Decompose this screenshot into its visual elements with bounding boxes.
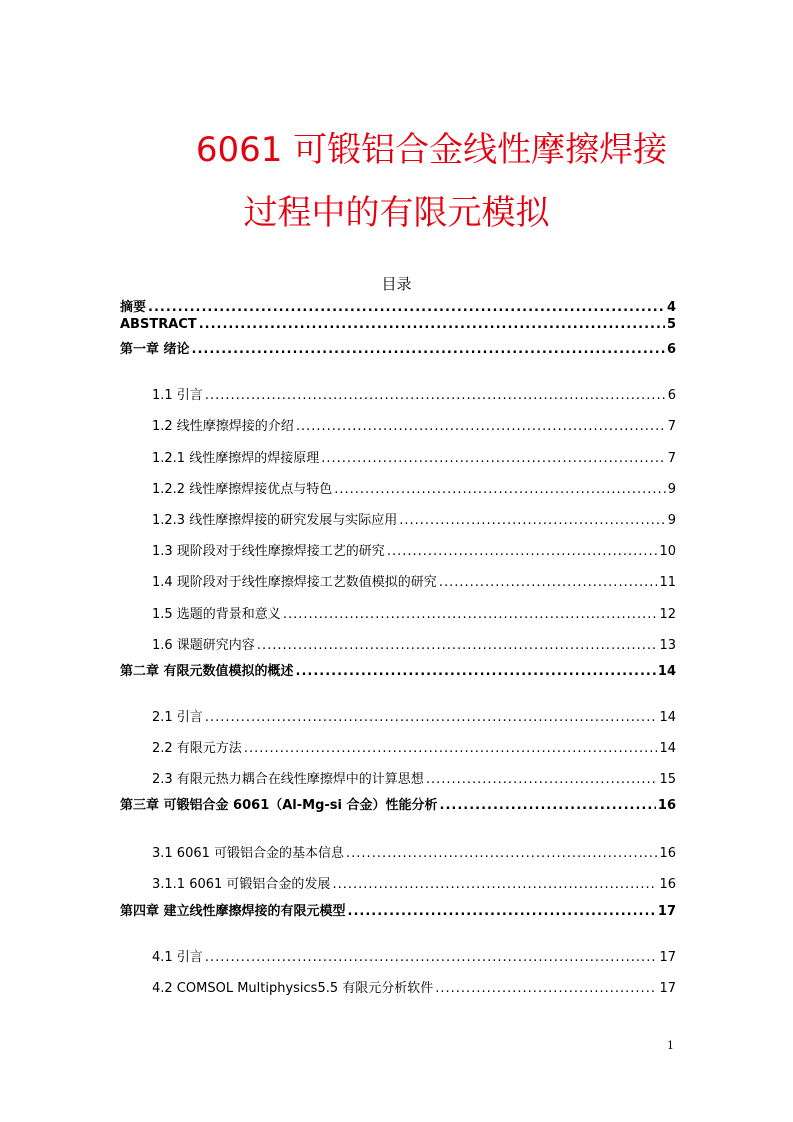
toc-entry-page: 17 (657, 904, 676, 919)
toc-entry-page: 17 (659, 981, 676, 996)
toc-entry-text: 4.2 COMSOL Multiphysics5.5 有限元分析软件 (152, 981, 434, 996)
toc-entry-text: 1.4 现阶段对于线性摩擦焊接工艺数值模拟的研究 (152, 575, 437, 590)
toc-entry-text: 1.2.1 线性摩擦焊的焊接原理 (152, 451, 320, 466)
toc-entry[interactable] (120, 660, 676, 679)
toc-entry-text: 1.1 引言 (152, 388, 203, 403)
toc-entry-page: 9 (667, 482, 676, 497)
toc-leader (205, 388, 666, 403)
toc-entry[interactable] (120, 317, 676, 332)
toc-leader (205, 710, 658, 725)
toc-entry-page: 16 (659, 877, 676, 892)
toc-entry[interactable] (120, 384, 676, 403)
toc-entry[interactable] (120, 900, 676, 919)
toc-entry-page: 6 (667, 388, 676, 403)
toc-entry-text: 第四章 建立线性摩擦焊接的有限元模型 (120, 904, 346, 919)
toc-leader (440, 798, 656, 813)
toc-leader (439, 575, 658, 590)
toc-entry[interactable] (120, 509, 676, 528)
toc-entry[interactable] (120, 603, 676, 622)
toc-entry[interactable] (120, 540, 676, 559)
toc-entry-text: 第一章 绪论 (120, 342, 190, 357)
toc-entry-text: 第三章 可锻铝合金 6061（Al-Mg-si 合金）性能分析 (120, 798, 438, 813)
toc-leader (346, 846, 657, 861)
toc-leader (283, 607, 658, 622)
toc-entry-page: 12 (659, 607, 676, 622)
toc-entry-page: 4 (666, 300, 676, 315)
toc-entry-page: 14 (659, 741, 676, 756)
toc-entry-page: 14 (657, 664, 676, 679)
toc-entry-text: 第二章 有限元数值模拟的概述 (120, 664, 294, 679)
toc-entry-text: 2.2 有限元方法 (152, 741, 242, 756)
toc-entry-text: 1.2 线性摩擦焊接的介绍 (152, 419, 294, 434)
toc-entry[interactable] (120, 737, 676, 756)
toc-entry-page: 14 (659, 710, 676, 725)
toc-leader (148, 300, 665, 315)
toc-entry[interactable] (120, 794, 676, 813)
toc-entry-text: 1.3 现阶段对于线性摩擦焊接工艺的研究 (152, 544, 385, 559)
toc-leader (334, 482, 666, 497)
toc-entry[interactable] (120, 296, 676, 315)
toc-entry-page: 6 (666, 342, 676, 357)
toc-entry-page: 11 (659, 575, 676, 590)
toc-entry[interactable] (120, 338, 676, 357)
toc-entry[interactable] (120, 946, 676, 965)
toc-leader (199, 317, 665, 332)
toc-entry-page: 17 (659, 950, 676, 965)
toc-entry-text: 4.1 引言 (152, 950, 203, 965)
toc-entry-text: 摘要 (120, 300, 147, 315)
toc-entry-text: 1.2.3 线性摩擦焊接的研究发展与实际应用 (152, 513, 398, 528)
toc-leader (257, 638, 658, 653)
toc-leader (387, 544, 658, 559)
toc-entry-page: 16 (657, 798, 676, 813)
toc-leader (348, 904, 656, 919)
toc-entry-text: 3.1.1 6061 可锻铝合金的发展 (152, 877, 331, 892)
toc-entry-text: ABSTRACT (120, 317, 197, 332)
document-title-line-2: 过程中的有限元模拟 (243, 193, 550, 233)
toc-entry[interactable] (120, 842, 676, 861)
toc-leader (435, 981, 657, 996)
page-number: 1 (667, 1039, 674, 1052)
toc-entry[interactable] (120, 447, 676, 466)
toc-entry[interactable] (120, 977, 676, 996)
toc-leader (426, 772, 658, 787)
toc-entry-page: 10 (659, 544, 676, 559)
toc-heading: 目录 (381, 275, 412, 293)
toc-entry[interactable] (120, 571, 676, 590)
toc-entry-page: 15 (659, 772, 676, 787)
toc-leader (332, 877, 657, 892)
toc-entry-text: 1.2.2 线性摩擦焊接优点与特色 (152, 482, 333, 497)
toc-entry[interactable] (120, 873, 676, 892)
toc-entry-text: 2.3 有限元热力耦合在线性摩擦焊中的计算思想 (152, 772, 424, 787)
document-title-line-1: 6061 可锻铝合金线性摩擦焊接 (195, 130, 668, 170)
toc-leader (399, 513, 666, 528)
toc-entry[interactable] (120, 768, 676, 787)
toc-entry-text: 2.1 引言 (152, 710, 203, 725)
toc-entry-page: 9 (667, 513, 676, 528)
toc-entry-text: 1.6 课题研究内容 (152, 638, 255, 653)
toc-entry-page: 7 (667, 451, 676, 466)
toc-leader (192, 342, 665, 357)
toc-entry-text: 3.1 6061 可锻铝合金的基本信息 (152, 846, 345, 861)
toc-entry[interactable] (120, 478, 676, 497)
toc-entry[interactable] (120, 706, 676, 725)
toc-entry-page: 16 (659, 846, 676, 861)
toc-leader (321, 451, 666, 466)
toc-entry-text: 1.5 选题的背景和意义 (152, 607, 281, 622)
toc-entry[interactable] (120, 415, 676, 434)
toc-entry-page: 7 (667, 419, 676, 434)
toc-leader (296, 419, 666, 434)
toc-leader (205, 950, 658, 965)
toc-leader (244, 741, 658, 756)
toc-entry-page: 5 (666, 317, 676, 332)
toc-entry-page: 13 (659, 638, 676, 653)
toc-entry[interactable] (120, 634, 676, 653)
toc-leader (296, 664, 656, 679)
